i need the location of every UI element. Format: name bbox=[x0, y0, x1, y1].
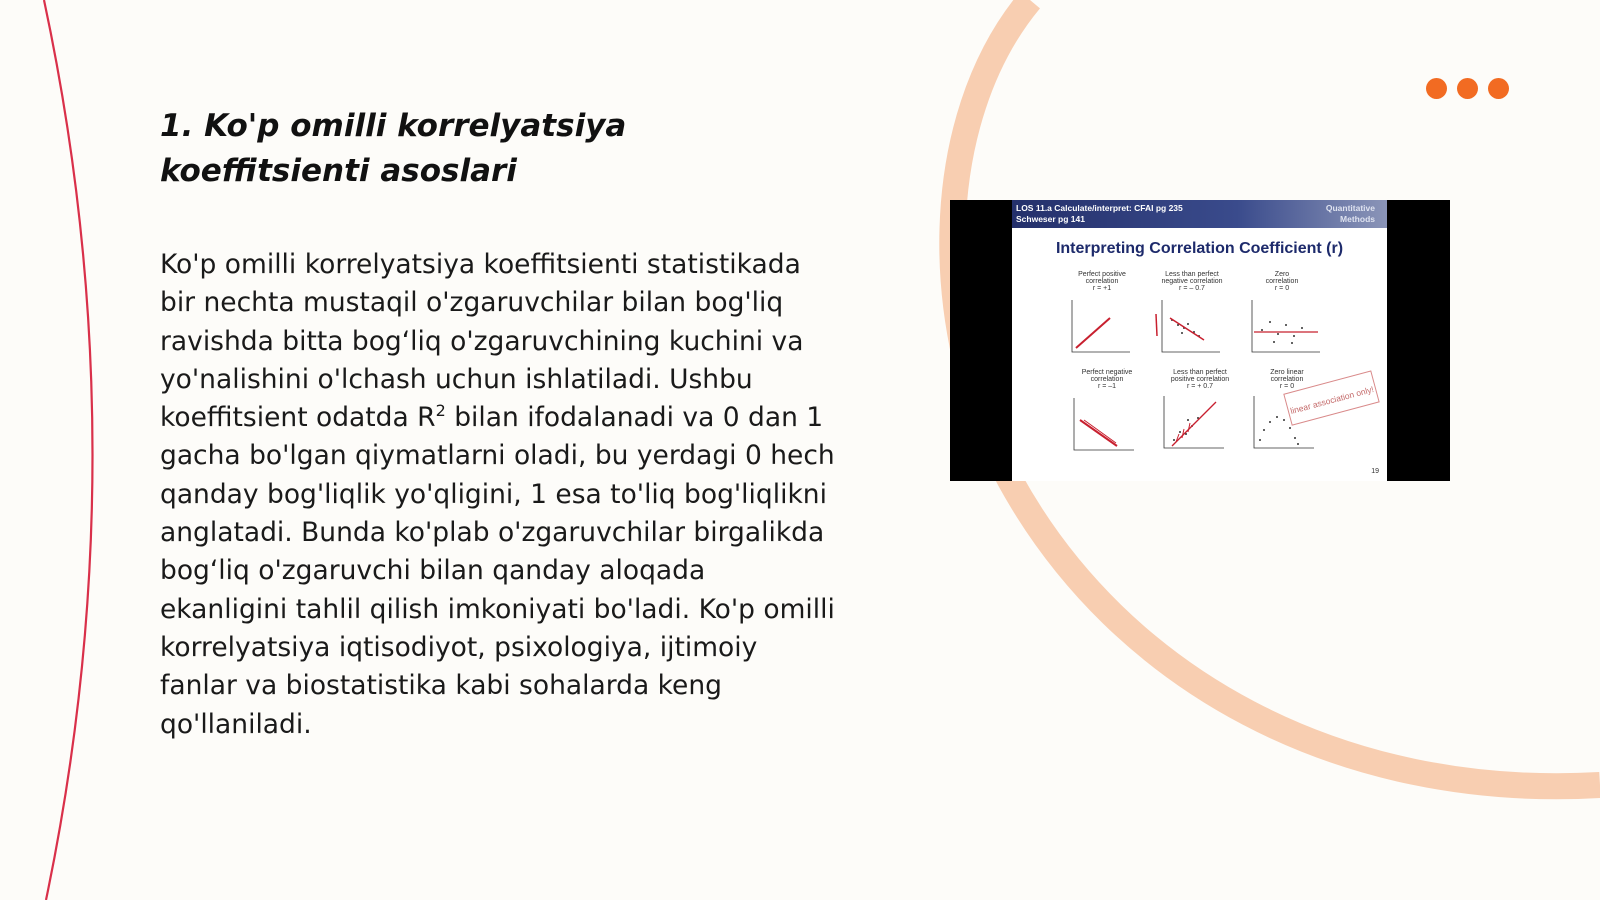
panel-3-caption-2: correlation bbox=[1265, 278, 1299, 285]
body-paragraph bbox=[160, 246, 840, 744]
panel-6-caption-3: r = 0 bbox=[1279, 383, 1295, 390]
panel-3-caption-1: Zero bbox=[1274, 271, 1290, 278]
panel-2-caption-3: r = – 0.7 bbox=[1179, 285, 1205, 292]
panel-2-fit-line bbox=[1170, 318, 1204, 340]
panel-4-caption-1: Perfect negative bbox=[1081, 369, 1133, 376]
orange-dot-1 bbox=[1426, 78, 1447, 99]
body-text-part-2: bilan ifodalanadi va 0 dan 1 gacha bo'lgan qiymatlarni oladi, bu yerdagi 0 hech qanday bog'liqlik yo'qligini, 1 esa to'liq bog'liqlikni anglatadi. Bunda ko'plab o'zgaruvchilar birgalikda bog‘liq o'zgaruvchi bilan qanday aloqada ekanligini tahlil qilish imkoniyati bo'ladi. Ko'p omilli korrelyatsiya iqtisodiyot, psixologiya, ijtimoiy fanlar va biostatistika kabi sohalarda keng qo'llaniladi. bbox=[160, 402, 835, 740]
panel-4-fit-line bbox=[1080, 420, 1117, 446]
body-text-part-1: Ko'p omilli korrelyatsiya koeffitsienti statistikada bir nechta mustaqil o'zgaruvchilar bilan bog'liq ravishda bitta bog‘liq o'zgaruvchining kuchini va yo'nalishini o'lchash uchun ishlatiladi. Ushbu koeffitsient odatda R bbox=[160, 249, 804, 434]
panel-5-caption-2: positive correlation bbox=[1170, 376, 1230, 383]
panel-5-fit-line bbox=[1172, 402, 1216, 446]
header-right bbox=[1326, 203, 1375, 225]
correlation-scatter-panels bbox=[1012, 270, 1387, 470]
header-right-line-2: Methods bbox=[1340, 214, 1375, 224]
superscript-two: 2 bbox=[435, 401, 446, 421]
panel-1-caption-3: r = +1 bbox=[1092, 285, 1112, 292]
header-left-line-2: Schweser pg 141 bbox=[1016, 214, 1085, 224]
panel-2-caption-1: Less than perfect bbox=[1165, 271, 1219, 278]
panel-4-caption-2: correlation bbox=[1090, 376, 1124, 383]
heading-line-1: 1. Ko'p omilli korrelyatsiya bbox=[160, 108, 627, 144]
embedded-slide-title: Interpreting Correlation Coefficient (r) bbox=[1055, 240, 1344, 257]
orange-dot-3 bbox=[1488, 78, 1509, 99]
panel-5-caption-1: Less than perfect bbox=[1173, 369, 1227, 376]
panel-2-caption-2: negative correlation bbox=[1161, 278, 1223, 285]
header-left-line-1: LOS 11.a Calculate/interpret: CFAI pg 235 bbox=[1016, 203, 1183, 213]
panel-5-caption-3: r = + 0.7 bbox=[1186, 383, 1214, 390]
row-1-axes bbox=[1072, 300, 1320, 352]
header-left bbox=[1016, 203, 1183, 225]
panel-4-fit-line-shadow bbox=[1084, 420, 1116, 443]
panel-6-points bbox=[1259, 416, 1299, 445]
orange-dot-2 bbox=[1457, 78, 1478, 99]
stamp-text: linear association only! bbox=[1289, 384, 1375, 416]
embedded-slide-header bbox=[1012, 200, 1387, 228]
header-right-line-1: Quantitative bbox=[1325, 203, 1375, 213]
slide-heading bbox=[160, 104, 720, 194]
panel-3-caption-3: r = 0 bbox=[1274, 285, 1290, 292]
panel-6-caption-2: correlation bbox=[1270, 376, 1304, 383]
panel-1-fit-line bbox=[1076, 318, 1110, 348]
panel-6-caption-1: Zero linear bbox=[1270, 369, 1304, 376]
embedded-slide-page-number: 19 bbox=[1371, 468, 1379, 475]
embedded-slide bbox=[1012, 200, 1387, 481]
panel-1-caption-2: correlation bbox=[1085, 278, 1119, 285]
embedded-slide-image bbox=[950, 200, 1450, 481]
panel-2-annotation-stroke bbox=[1156, 314, 1157, 336]
panel-4-caption-3: r = –1 bbox=[1097, 383, 1117, 390]
left-red-arc bbox=[44, 0, 93, 900]
heading-line-2: koeffitsienti asoslari bbox=[160, 153, 517, 189]
panel-1-caption-1: Perfect positive bbox=[1078, 271, 1126, 278]
panel-5-points bbox=[1173, 417, 1199, 441]
menu-dots bbox=[1426, 78, 1509, 99]
